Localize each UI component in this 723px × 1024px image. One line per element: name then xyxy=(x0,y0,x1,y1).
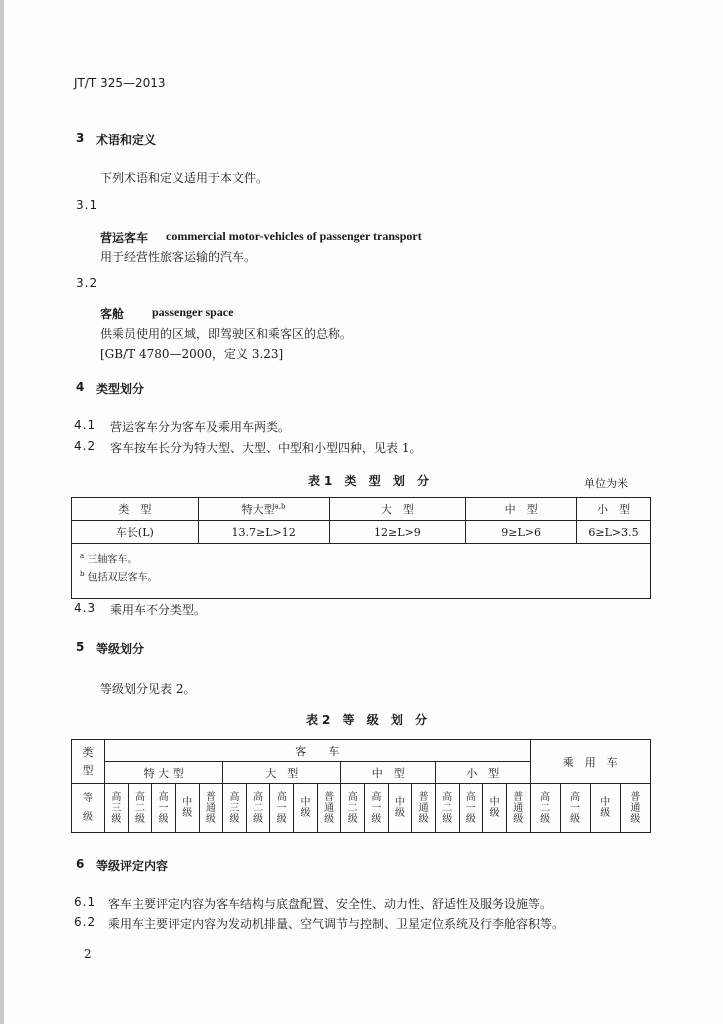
grade-cell: 高 二 级 xyxy=(341,784,365,833)
table-2-car-header: 乘 用 车 xyxy=(530,740,650,784)
clause-4-2-number: 4.2 xyxy=(74,439,97,453)
grade-cell: 中 级 xyxy=(483,784,507,833)
clause-4-3-text: 乘用车不分类型。 xyxy=(110,603,207,617)
term-3-2-number: 3.2 xyxy=(76,276,99,290)
grade-cell: 高 一 级 xyxy=(560,784,590,833)
term-3-2-english: passenger space xyxy=(152,305,234,319)
section-6-title: 等级评定内容 xyxy=(96,859,169,873)
grade-cell: 高 二 级 xyxy=(530,784,560,833)
type-char-2: 型 xyxy=(82,763,94,777)
table-1-notes-row xyxy=(72,544,651,599)
grade-cell: 普 通 级 xyxy=(317,784,341,833)
clause-4-2-text: 客车按车长分为特大型、大型、中型和小型四种，见表 1。 xyxy=(110,441,422,455)
table-2-group-medium: 中 型 xyxy=(341,762,436,784)
table-1-cell: 9≥L>6 xyxy=(466,521,577,544)
table-1-notes xyxy=(72,544,651,599)
note-b-text: 包括双层客车。 xyxy=(87,572,158,584)
table-1-header-row xyxy=(72,498,651,521)
table-1-head-medium: 中 型 xyxy=(466,498,577,521)
table-2-group-large: 大 型 xyxy=(223,762,341,784)
table-2-caption: 表2 等 级 划 分 xyxy=(306,713,432,727)
table-1-unit: 单位为米 xyxy=(584,477,628,490)
extra-large-label: 特大型 xyxy=(241,503,275,516)
clause-6-1-text: 客车主要评定内容为客车结构与底盘配置、安全性、动力性、舒适性及服务设施等。 xyxy=(108,897,553,911)
grade-cell: 高 三 级 xyxy=(223,784,247,833)
table-1-length-row xyxy=(72,521,651,544)
table-2-row-1 xyxy=(72,740,651,762)
section-3-title: 术语和定义 xyxy=(96,133,157,147)
grade-cell: 中 级 xyxy=(590,784,620,833)
clause-4-3-number: 4.3 xyxy=(74,601,97,615)
clause-6-2-number: 6.2 xyxy=(74,915,97,929)
grade-char-2: 级 xyxy=(83,812,93,823)
note-a-text: 三轴客车。 xyxy=(87,554,138,566)
grade-cell: 高 二 级 xyxy=(246,784,270,833)
grade-cell: 普 通 级 xyxy=(199,784,223,833)
term-3-1-definition: 用于经营性旅客运输的汽车。 xyxy=(100,250,257,264)
table-1-vehicle-types xyxy=(71,497,651,599)
table-2-grade-label xyxy=(72,784,105,833)
table-1-head-small: 小 型 xyxy=(577,498,651,521)
table-1-cell: 13.7≥L>12 xyxy=(198,521,329,544)
table-1-head-type: 类 型 xyxy=(72,498,199,521)
grade-cell: 高 一 级 xyxy=(365,784,389,833)
grade-cell: 高 一 级 xyxy=(459,784,483,833)
section-5-intro: 等级划分见表 2。 xyxy=(100,682,196,696)
section-6-number: 6 xyxy=(76,857,85,871)
table-1-caption: 表1 类 型 划 分 xyxy=(308,474,434,488)
table-1-head-large: 大 型 xyxy=(329,498,466,521)
grade-cell: 中 级 xyxy=(294,784,318,833)
term-3-2-definition: 供乘员使用的区域，即驾驶区和乘客区的总称。 xyxy=(100,327,353,341)
table-2-bus-header: 客 车 xyxy=(105,740,531,762)
table-1-head-extra-large xyxy=(198,498,329,521)
standard-code: JT/T 325—2013 xyxy=(74,76,166,90)
grade-cell: 中 级 xyxy=(388,784,412,833)
grade-char-1: 等 xyxy=(83,793,93,804)
section-5-title: 等级划分 xyxy=(96,642,145,656)
grade-cell: 高 一 级 xyxy=(270,784,294,833)
footnote-marks: a,b xyxy=(274,502,286,511)
grade-cell: 高 一 级 xyxy=(152,784,176,833)
clause-4-1-number: 4.1 xyxy=(74,418,97,432)
scan-edge-shadow xyxy=(0,0,4,1024)
section-5-number: 5 xyxy=(76,640,85,654)
grade-cell: 高 二 级 xyxy=(435,784,459,833)
table-1-row-label: 车长(L) xyxy=(72,521,199,544)
page-number: 2 xyxy=(84,947,92,961)
term-3-2-reference: [GB/T 4780—2000，定义 3.23] xyxy=(100,347,284,361)
term-3-2-chinese: 客舱 xyxy=(100,307,125,321)
table-2-group-small: 小 型 xyxy=(435,762,530,784)
term-3-1-chinese: 营运客车 xyxy=(100,231,149,245)
table-2-grades xyxy=(71,739,651,833)
note-b-mark: b xyxy=(80,570,85,579)
clause-6-2-text: 乘用车主要评定内容为发动机排量、空气调节与控制、卫星定位系统及行李舱容积等。 xyxy=(108,917,565,931)
term-3-1-number: 3.1 xyxy=(76,198,99,212)
grade-cell: 普 通 级 xyxy=(412,784,436,833)
section-4-number: 4 xyxy=(76,380,85,394)
grade-cell: 中 级 xyxy=(175,784,199,833)
grade-cell: 普 通 级 xyxy=(620,784,650,833)
term-3-1-english: commercial motor-vehicles of passenger transport xyxy=(166,229,422,243)
section-4-title: 类型划分 xyxy=(96,382,145,396)
table-1-cell: 6≥L>3.5 xyxy=(577,521,651,544)
note-a xyxy=(80,549,642,567)
grade-cell: 高 二 级 xyxy=(128,784,152,833)
clause-4-1-text: 营运客车分为客车及乘用车两类。 xyxy=(110,420,291,434)
clause-6-1-number: 6.1 xyxy=(74,895,97,909)
table-1-cell: 12≥L>9 xyxy=(329,521,466,544)
grade-cell: 普 通 级 xyxy=(506,784,530,833)
section-3-number: 3 xyxy=(76,131,85,145)
type-char-1: 类 xyxy=(82,745,94,759)
note-a-mark: a xyxy=(80,552,85,560)
table-2-type-label xyxy=(72,740,105,784)
table-2-grade-row xyxy=(72,784,651,833)
section-3-intro: 下列术语和定义适用于本文件。 xyxy=(100,171,269,185)
grade-cell: 高 三 级 xyxy=(105,784,129,833)
table-2-group-extra-large: 特 大 型 xyxy=(105,762,223,784)
note-b xyxy=(80,567,642,585)
